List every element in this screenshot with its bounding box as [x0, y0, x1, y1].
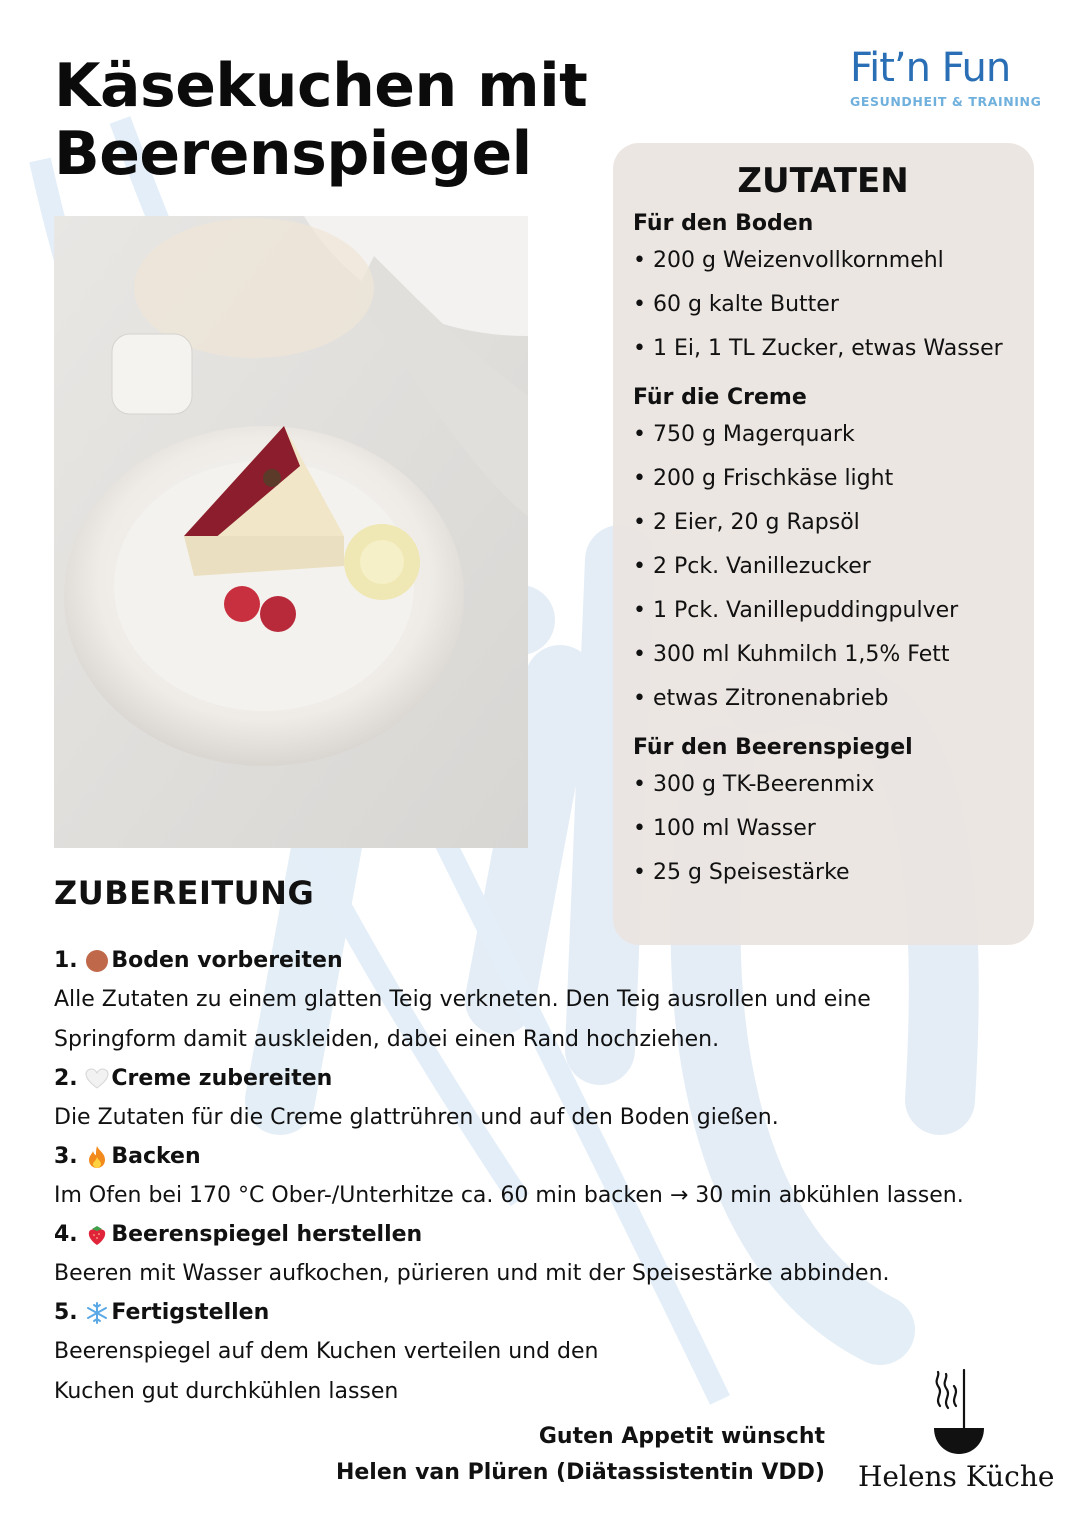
- list-item: • 200 g Weizenvollkornmehl: [633, 248, 944, 273]
- preparation-steps: [54, 942, 1054, 1412]
- step-text: Im Ofen bei 170 °C Ober-/Unterhitze ca. 60 min backen → 30 min abkühlen lassen.: [54, 1183, 964, 1208]
- list-item: • 1 Pck. Vanillepuddingpulver: [633, 598, 959, 623]
- list-item: • 100 ml Wasser: [633, 816, 816, 841]
- signoff: [336, 1419, 825, 1491]
- brand-name: Helens Küche: [858, 1460, 1055, 1493]
- step-text: Kuchen gut durchkühlen lassen: [54, 1379, 399, 1404]
- ingredients-heading: ZUTATEN: [737, 161, 909, 201]
- logo-sub-text: GESUNDHEIT & TRAINING: [850, 94, 1042, 109]
- fire-icon: [85, 1145, 109, 1169]
- cheesecake-photo: [54, 216, 528, 848]
- list-item: • 1 Ei, 1 TL Zucker, etwas Wasser: [633, 336, 1003, 361]
- list-item: • etwas Zitronenabrieb: [633, 686, 889, 711]
- step-heading: [54, 1060, 1054, 1098]
- list-item: • 2 Pck. Vanillezucker: [633, 554, 871, 579]
- signoff-line-1: Guten Appetit wünscht: [538, 1424, 825, 1449]
- logo-main-text: Fit’n Fun: [850, 45, 1011, 91]
- helens-kueche-brand: [858, 1368, 1058, 1498]
- fitnfun-logo: [850, 46, 1050, 116]
- step-text: Beerenspiegel auf dem Kuchen verteilen und den: [54, 1339, 599, 1364]
- step-heading: [54, 1294, 1054, 1332]
- section-title-boden: Für den Boden: [633, 211, 814, 236]
- step-number: 2.: [54, 1066, 78, 1091]
- step-number: 1.: [54, 948, 78, 973]
- list-item: • 60 g kalte Butter: [633, 292, 839, 317]
- ladle-icon: [858, 1368, 1058, 1458]
- step-number: 3.: [54, 1144, 78, 1169]
- step-heading: [54, 1138, 1054, 1176]
- step-title: Boden vorbereiten: [111, 948, 343, 973]
- list-item: • 2 Eier, 20 g Rapsöl: [633, 510, 860, 535]
- page-title: Käsekuchen mit Beerenspiegel: [54, 51, 588, 189]
- step-heading: [54, 1216, 1054, 1254]
- strawberry-icon: [85, 1223, 109, 1247]
- section-title-creme: Für die Creme: [633, 385, 807, 410]
- step-title: Fertigstellen: [111, 1300, 270, 1325]
- ingredients-box: [613, 143, 1034, 945]
- white-heart-icon: [85, 1067, 109, 1091]
- list-item: • 750 g Magerquark: [633, 422, 855, 447]
- step-text: Springform damit auskleiden, dabei einen Rand hochziehen.: [54, 1027, 720, 1052]
- list-item: • 300 ml Kuhmilch 1,5% Fett: [633, 642, 950, 667]
- list-item: • 25 g Speisestärke: [633, 860, 850, 885]
- step-text: Die Zutaten für die Creme glattrühren und auf den Boden gießen.: [54, 1105, 779, 1130]
- signoff-line-2: Helen van Plüren (Diätassistentin VDD): [335, 1460, 825, 1485]
- preparation-heading: ZUBEREITUNG: [54, 874, 315, 912]
- step-title: Creme zubereiten: [111, 1066, 333, 1091]
- step-text: Beeren mit Wasser aufkochen, pürieren und mit der Speisestärke abbinden.: [54, 1261, 890, 1286]
- step-heading: [54, 942, 1054, 980]
- step-number: 4.: [54, 1222, 78, 1247]
- step-text: Alle Zutaten zu einem glatten Teig verkneten. Den Teig ausrollen und eine: [54, 987, 871, 1012]
- section-title-beerenspiegel: Für den Beerenspiegel: [633, 735, 913, 760]
- snowflake-icon: [85, 1301, 109, 1325]
- step-title: Beerenspiegel herstellen: [111, 1222, 423, 1247]
- list-item: • 200 g Frischkäse light: [633, 466, 894, 491]
- step-number: 5.: [54, 1300, 78, 1325]
- list-item: • 300 g TK-Beerenmix: [633, 772, 875, 797]
- step-title: Backen: [111, 1144, 201, 1169]
- brown-circle-icon: [85, 949, 109, 973]
